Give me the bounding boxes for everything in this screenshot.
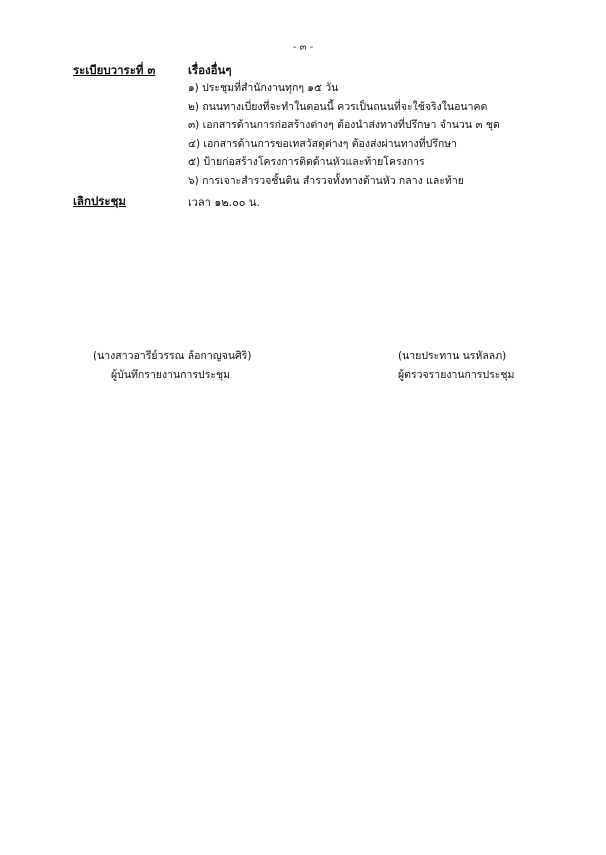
agenda-item: ๑) ประชุมที่สำนักงานทุกๆ ๑๕ วัน	[188, 82, 339, 94]
recorder-name: (นางสาวอารีย์วรรณ ล้อกาญจนศิริ)	[93, 350, 252, 362]
agenda-item: ๓) เอกสารด้านการก่อสร้างต่างๆ ต้องนำส่งทางที่ปรึกษา จำนวน ๓ ชุด	[188, 119, 500, 132]
meeting-close-time: เวลา ๑๒.๐๐ น.	[188, 196, 261, 209]
agenda-title: เรื่องอื่นๆ	[188, 63, 232, 77]
agenda-item-list	[188, 79, 500, 191]
page-number: - ๓ -	[292, 42, 314, 53]
agenda-item: ๒) ถนนทางเบี่ยงที่จะทำในตอนนี้ ควรเป็นถนนที่จะใช้จริงในอนาคต	[188, 100, 488, 113]
agenda-label: ระเบียบวาระที่ ๓	[73, 63, 156, 77]
agenda-item: ๕) ป้ายก่อสร้างโครงการติดด้านหัวและท้ายโครงการ	[188, 156, 425, 169]
recorder-role: ผู้บันทึกรายงานการประชุม	[111, 369, 231, 381]
agenda-item: ๖) การเจาะสำรวจชั้นดิน สำรวจทั้งทางด้านหัว กลาง และท้าย	[188, 174, 464, 187]
reviewer-role: ผู้ตรวจรายงานการประชุม	[398, 369, 515, 381]
meeting-close-label: เลิกประชุม	[73, 194, 126, 208]
agenda-item: ๔) เอกสารด้านการขอเทสวัสดุต่างๆ ต้องส่งผ่านทางที่ปรึกษา	[188, 137, 458, 150]
reviewer-name: (นายประทาน นรหัลลภ)	[398, 350, 507, 362]
